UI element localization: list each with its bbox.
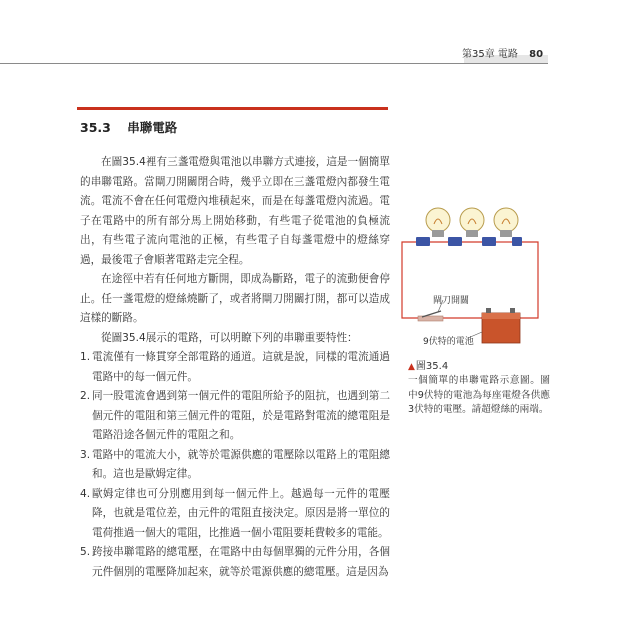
section-title: 串聯電路 bbox=[127, 120, 178, 135]
list-number: 3. bbox=[80, 448, 91, 461]
section-heading bbox=[80, 120, 177, 136]
list-text: 電流僅有一條貫穿全部電路的通道。這就是說，同樣的電流通過電路中的每一個元件。 bbox=[92, 351, 390, 383]
switch-label: 閘刀開關 bbox=[433, 296, 470, 306]
list-item bbox=[80, 543, 390, 582]
light-bulb-icon bbox=[494, 208, 518, 237]
battery-label: 9伏特的電池 bbox=[423, 337, 474, 347]
list-text: 電路中的電流大小，就等於電源供應的電壓除以電路上的電阻總和。這也是歐姆定律。 bbox=[92, 448, 390, 480]
list-text: 同一股電流會遇到第一個元件的電阻所給予的阻抗，也遇到第二個元件的電阻和第三個元件的電阻，於是電路對電流的總電阻是電路沿途各個元件的電阻之和。 bbox=[92, 390, 390, 441]
paragraph: 在途徑中若有任何地方斷開，即成為斷路，電子的流動便會停止。任一盞電燈的燈絲燒斷了，或者將閘刀開關打開，都可以造成這樣的斷路。 bbox=[80, 273, 390, 324]
list-item bbox=[80, 446, 390, 485]
figure-number: 圖35.4 bbox=[415, 361, 449, 372]
list-item bbox=[80, 348, 390, 387]
list-number: 2. bbox=[80, 390, 91, 402]
section-number: 35.3 bbox=[80, 120, 111, 135]
paragraph: 從圖35.4展示的電路，可以明瞭下列的串聯重要特性： bbox=[101, 331, 358, 344]
chapter-title: 電路 bbox=[497, 49, 518, 60]
list-number: 5. bbox=[80, 546, 91, 558]
header-rule bbox=[0, 63, 548, 64]
list-text: 歐姆定律也可分別應用到每一個元件上。越過每一元件的電壓降，也就是電位差，由元件的電阻直接決定。原因是將一單位的電荷推過一個大的電阻，比推過一個小電阻要耗費較多的電能。 bbox=[92, 487, 390, 539]
list-number: 1. bbox=[80, 351, 91, 363]
figure-caption-title bbox=[408, 360, 448, 374]
chapter-number: 第35章 bbox=[462, 49, 495, 60]
running-header bbox=[462, 48, 572, 62]
knife-switch-icon bbox=[418, 311, 443, 321]
figure-caption-text: 一個簡單的串聯電路示意圖。圖中9伏特的電池為每座電燈各供應3伏特的電壓。請超燈絲的兩端。 bbox=[408, 375, 550, 415]
section-rule bbox=[77, 107, 388, 110]
circuit-wire bbox=[402, 242, 538, 318]
light-bulb-icon bbox=[460, 208, 484, 237]
series-circuit-figure bbox=[398, 196, 550, 356]
page-number: 80 bbox=[529, 49, 544, 60]
paragraph: 在圖35.4裡有三盞電燈與電池以串聯方式連接，這是一個簡單的串聯電路。當閘刀開關閉合時，幾乎立即在三盞電燈內都發生電流。電流不會在任何電燈內堆積起來，而是在每盞電燈內流過。電子在電路中的所有部分馬上開始移動，有些電子從電池的負極流出，有些電子流向電池的正極，有些電子自每盞電燈中的燈絲穿過，最後電子會順著電路走完全程。 bbox=[80, 156, 390, 266]
caption-triangle-icon: ▲ bbox=[408, 362, 415, 372]
list-item bbox=[80, 485, 390, 544]
light-bulb-icon bbox=[426, 208, 450, 237]
battery-icon bbox=[482, 308, 520, 343]
list-number: 4. bbox=[80, 487, 91, 500]
list-text: 跨接串聯電路的總電壓，在電路中由每個單獨的元件分用，各個元件個別的電壓降加起來，就等於電源供應的總電壓。這是因為 bbox=[92, 546, 390, 578]
property-list bbox=[80, 348, 390, 582]
body-text bbox=[80, 153, 390, 582]
list-item bbox=[80, 387, 390, 446]
